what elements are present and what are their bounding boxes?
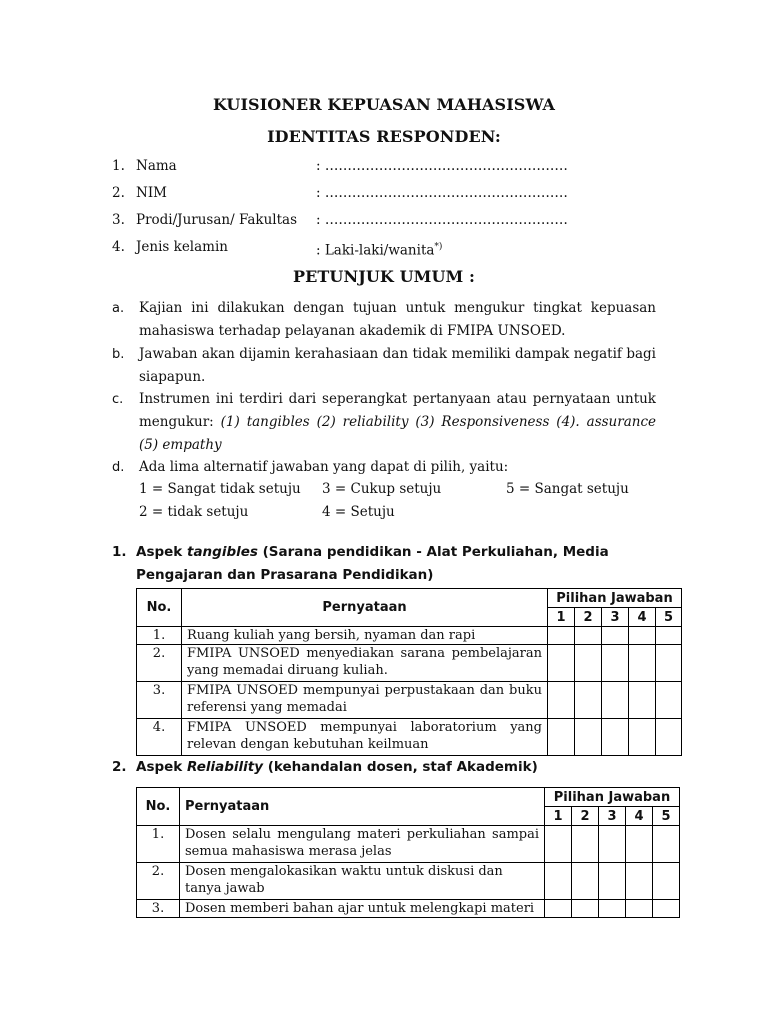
choice-header-2: 2 xyxy=(572,807,599,826)
section-title-post: (kehandalan dosen, staf Akademik) xyxy=(263,759,538,775)
answer-cell-5[interactable] xyxy=(653,863,680,900)
answer-cell-1[interactable] xyxy=(548,682,575,719)
answer-cell-4[interactable] xyxy=(626,863,653,900)
identitas-heading: IDENTITAS RESPONDEN: xyxy=(267,127,501,146)
choice-header-1: 1 xyxy=(548,608,575,627)
answer-cell-1[interactable] xyxy=(545,826,572,863)
section-title xyxy=(136,756,672,779)
petunjuk-item-b xyxy=(112,343,656,389)
row-no: 3. xyxy=(137,900,180,918)
answer-cell-4[interactable] xyxy=(626,900,653,918)
answer-cell-2[interactable] xyxy=(575,719,602,756)
answer-cell-1[interactable] xyxy=(548,645,575,682)
identity-num: 1. xyxy=(112,158,125,174)
answer-cell-1[interactable] xyxy=(545,863,572,900)
identity-blank: : ……………………………………………… xyxy=(316,212,568,228)
item-text: Jawaban akan dijamin kerahasiaan dan tidak memiliki dampak negatif bagi siapapun. xyxy=(139,346,656,385)
choice-header-3: 3 xyxy=(602,608,629,627)
row-no: 2. xyxy=(137,645,182,682)
tangibles-table xyxy=(136,588,682,756)
item-text: Ada lima alternatif jawaban yang dapat di pilih, yaitu: xyxy=(139,459,509,475)
identity-num: 2. xyxy=(112,185,125,201)
identity-label: Prodi/Jurusan/ Fakultas xyxy=(136,212,298,228)
choice-header-4: 4 xyxy=(626,807,653,826)
answer-cell-2[interactable] xyxy=(575,682,602,719)
identity-blank: : ……………………………………………… xyxy=(316,158,568,174)
answer-cell-4[interactable] xyxy=(629,719,656,756)
answer-cell-5[interactable] xyxy=(656,645,682,682)
row-statement: Dosen mengalokasikan waktu untuk diskusi dan tanya jawab xyxy=(180,863,545,900)
petunjuk-item-d xyxy=(112,456,656,479)
answer-cell-2[interactable] xyxy=(572,900,599,918)
petunjuk-heading: PETUNJUK UMUM : xyxy=(292,267,475,286)
table-row xyxy=(137,645,682,682)
row-statement: FMIPA UNSOED mempunyai perpustakaan dan buku referensi yang memadai xyxy=(182,682,548,719)
choice-header-5: 5 xyxy=(656,608,682,627)
footnote-mark: *) xyxy=(434,242,443,252)
item-marker: a. xyxy=(112,301,125,316)
identity-blank: : ……………………………………………… xyxy=(316,185,568,201)
scale-1: 1 = Sangat tidak setuju xyxy=(139,481,301,497)
item-text xyxy=(139,388,656,457)
answer-cell-3[interactable] xyxy=(602,719,629,756)
answer-cell-5[interactable] xyxy=(656,682,682,719)
row-statement: Dosen selalu mengulang materi perkuliahan sampai semua mahasiswa merasa jelas xyxy=(180,826,545,863)
row-statement: FMIPA UNSOED mempunyai laboratorium yang relevan dengan kebutuhan keilmuan xyxy=(182,719,548,756)
answer-cell-5[interactable] xyxy=(653,826,680,863)
identity-num: 4. xyxy=(112,239,125,255)
answer-cell-3[interactable] xyxy=(599,826,626,863)
col-header-pilihan: Pilihan Jawaban xyxy=(548,589,682,608)
choice-header-4: 4 xyxy=(629,608,656,627)
section-1-heading xyxy=(112,541,672,587)
scale-5: 5 = Sangat setuju xyxy=(506,481,629,497)
answer-cell-2[interactable] xyxy=(572,863,599,900)
answer-cell-5[interactable] xyxy=(656,719,682,756)
item-text: Kajian ini dilakukan dengan tujuan untuk mengukur tingkat kepuasan mahasiswa terhadap pelayanan akademik di FMIPA UNSOED. xyxy=(139,300,656,339)
scale-2: 2 = tidak setuju xyxy=(139,504,249,520)
item-marker: d. xyxy=(112,460,125,475)
answer-cell-4[interactable] xyxy=(629,627,656,645)
answer-cell-3[interactable] xyxy=(602,627,629,645)
scale-3: 3 = Cukup setuju xyxy=(322,481,442,497)
section-title-italic: tangibles xyxy=(186,544,258,560)
answer-cell-2[interactable] xyxy=(575,645,602,682)
col-header-pernyataan: Pernyataan xyxy=(182,589,548,627)
answer-cell-4[interactable] xyxy=(626,826,653,863)
identity-label: NIM xyxy=(136,185,167,201)
identity-label: Jenis kelamin xyxy=(136,239,228,255)
petunjuk-item-c xyxy=(112,388,656,457)
item-marker: c. xyxy=(112,392,124,407)
choice-header-1: 1 xyxy=(545,807,572,826)
answer-cell-3[interactable] xyxy=(599,900,626,918)
identity-num: 3. xyxy=(112,212,125,228)
answer-cell-1[interactable] xyxy=(548,719,575,756)
section-title-pre: Aspek xyxy=(136,544,187,560)
reliability-table xyxy=(136,787,680,918)
answer-cell-4[interactable] xyxy=(629,682,656,719)
table-row xyxy=(137,826,680,863)
choice-header-3: 3 xyxy=(599,807,626,826)
col-header-no: No. xyxy=(137,788,180,826)
section-2-heading xyxy=(112,756,672,779)
table-row xyxy=(137,682,682,719)
answer-cell-5[interactable] xyxy=(653,900,680,918)
item-text-main: Instrumen ini terdiri dari seperangkat pertanyaan atau pernyataan untuk mengukur: xyxy=(139,391,656,430)
section-number: 2. xyxy=(112,759,127,775)
aspect-list: (1) tangibles (2) reliability (3) Responsiveness (4). assurance (5) empathy xyxy=(139,414,656,453)
choice-header-5: 5 xyxy=(653,807,680,826)
section-title-post: (Sarana pendidikan - Alat Perkuliahan, Media Pengajaran dan Prasarana Pendidikan) xyxy=(136,544,609,583)
gender-options: : Laki-laki/wanita xyxy=(316,242,435,259)
table-row xyxy=(137,900,680,918)
page-title: KUISIONER KEPUASAN MAHASISWA xyxy=(212,95,556,114)
answer-cell-3[interactable] xyxy=(599,863,626,900)
answer-cell-1[interactable] xyxy=(545,900,572,918)
row-statement: Ruang kuliah yang bersih, nyaman dan rapi xyxy=(182,627,548,645)
section-number: 1. xyxy=(112,544,127,560)
col-header-no: No. xyxy=(137,589,182,627)
col-header-pernyataan: Pernyataan xyxy=(180,788,545,826)
answer-cell-3[interactable] xyxy=(602,645,629,682)
row-statement: FMIPA UNSOED menyediakan sarana pembelajaran yang memadai diruang kuliah. xyxy=(182,645,548,682)
section-title-pre: Aspek xyxy=(136,759,187,775)
identity-label: Nama xyxy=(136,158,177,174)
table-row xyxy=(137,719,682,756)
answer-cell-2[interactable] xyxy=(572,826,599,863)
petunjuk-item-a xyxy=(112,297,656,343)
row-no: 3. xyxy=(137,682,182,719)
answer-cell-2[interactable] xyxy=(575,627,602,645)
identity-gender-value xyxy=(316,237,442,261)
col-header-pilihan: Pilihan Jawaban xyxy=(545,788,680,807)
table-row xyxy=(137,863,680,900)
row-no: 1. xyxy=(137,826,180,863)
choice-header-2: 2 xyxy=(575,608,602,627)
row-no: 2. xyxy=(137,863,180,900)
section-title-italic: Reliability xyxy=(186,759,264,775)
row-no: 1. xyxy=(137,627,182,645)
scale-4: 4 = Setuju xyxy=(322,504,395,520)
table-row xyxy=(137,627,682,645)
answer-cell-4[interactable] xyxy=(629,645,656,682)
row-statement: Dosen memberi bahan ajar untuk melengkapi materi xyxy=(180,900,545,918)
answer-cell-5[interactable] xyxy=(656,627,682,645)
section-title xyxy=(136,541,672,587)
answer-cell-1[interactable] xyxy=(548,627,575,645)
item-marker: b. xyxy=(112,347,125,362)
row-no: 4. xyxy=(137,719,182,756)
answer-cell-3[interactable] xyxy=(602,682,629,719)
